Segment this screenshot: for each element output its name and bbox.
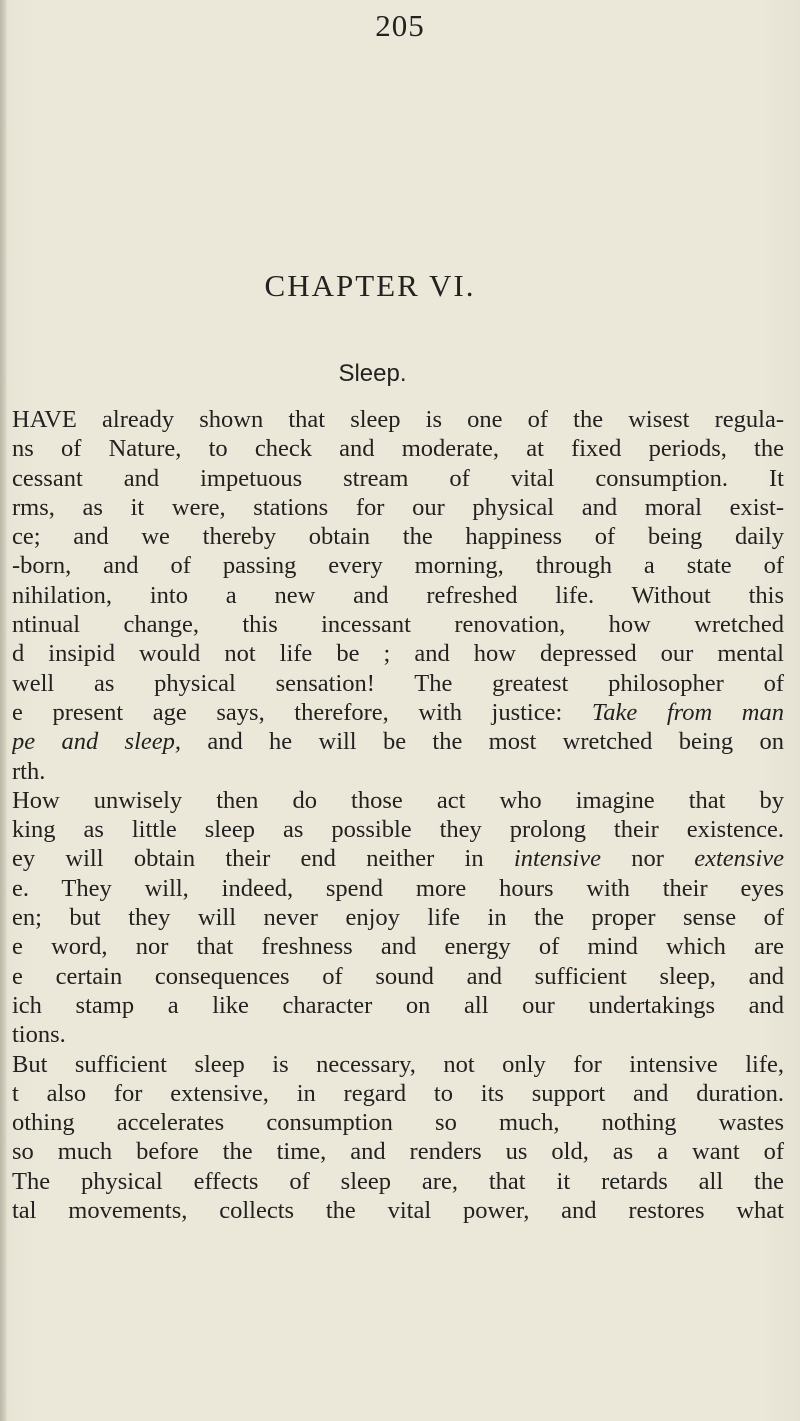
line-text: e. They will, indeed, spend more hours with their eyes	[12, 874, 784, 902]
text-line	[12, 757, 784, 786]
text-line	[12, 932, 784, 961]
line-text: ns of Nature, to check and moderate, at fixed periods, the	[12, 435, 784, 463]
line-text: The physical effects of sleep are, that it retards all the	[12, 1167, 784, 1195]
text-line	[12, 698, 784, 727]
line-text: rms, as it were, stations for our physical and moral exist-	[12, 493, 784, 521]
line-text: so much before the time, and renders us old, as a want of	[12, 1138, 784, 1166]
line-text: ey will obtain their end neither in	[12, 845, 484, 873]
line-text: -born, and of passing every morning, through a state of	[12, 552, 784, 580]
text-line	[12, 1108, 784, 1137]
text-line	[12, 522, 784, 551]
text-line	[12, 1050, 784, 1079]
text-line	[12, 1137, 784, 1166]
text-line	[12, 1079, 784, 1108]
text-line	[12, 493, 784, 522]
section-title: Sleep.	[338, 360, 407, 387]
text-line	[12, 786, 784, 815]
line-text: king as little sleep as possible they prolong their existence.	[12, 816, 784, 844]
text-line	[12, 815, 784, 844]
text-line	[12, 903, 784, 932]
line-text: e present age says, therefore, with justice:	[12, 698, 563, 726]
text-line	[12, 962, 784, 991]
text-line	[12, 669, 784, 698]
text-line	[12, 1196, 784, 1225]
line-text: e certain consequences of sound and sufficient sleep, and	[12, 962, 784, 990]
text-line	[12, 639, 784, 668]
line-text: tal movements, collects the vital power, and restores what	[12, 1197, 784, 1225]
text-line	[12, 610, 784, 639]
italic-text: intensive	[513, 845, 601, 873]
line-text: How unwisely then do those act who imagine that by	[12, 786, 784, 814]
text-line	[12, 551, 784, 580]
text-line	[12, 1020, 784, 1049]
line-text: cessant and impetuous stream of vital consumption. It	[12, 464, 784, 492]
italic-text: extensive	[694, 845, 784, 873]
italic-text: Take from man	[591, 698, 784, 726]
line-text: ich stamp a like character on all our undertakings and	[12, 991, 784, 1019]
text-line	[12, 991, 784, 1020]
line-text: HAVE already shown that sleep is one of the wisest regula-	[12, 406, 784, 433]
text-line	[12, 405, 784, 434]
line-text: d insipid would not life be ; and how depressed our mental	[12, 640, 784, 668]
chapter-title: CHAPTER VI.	[264, 268, 476, 303]
page-gutter	[0, 0, 6, 1421]
italic-text: pe and sleep,	[12, 728, 181, 756]
text-line	[12, 727, 784, 756]
line-text: nor	[631, 845, 664, 873]
line-text: ntinual change, this incessant renovation, how wretched	[12, 611, 784, 639]
line-text: tions.	[12, 1021, 66, 1049]
text-line	[12, 874, 784, 903]
body-text	[12, 405, 784, 1225]
text-line	[12, 434, 784, 463]
line-text: But sufficient sleep is necessary, not only for intensive life,	[12, 1050, 784, 1078]
line-text: well as physical sensation! The greatest philosopher of	[12, 669, 784, 697]
page-number: 205	[375, 8, 425, 43]
text-line	[12, 464, 784, 493]
line-text: rth.	[12, 757, 46, 785]
line-text: nihilation, into a new and refreshed life. Without this	[12, 581, 784, 609]
line-text: e word, nor that freshness and energy of mind which are	[12, 933, 784, 961]
line-text: t also for extensive, in regard to its support and duration.	[12, 1079, 784, 1107]
line-text: ce; and we thereby obtain the happiness of being daily	[12, 523, 784, 551]
line-text: othing accelerates consumption so much, nothing wastes	[12, 1109, 784, 1137]
text-line	[12, 1167, 784, 1196]
text-line	[12, 844, 784, 873]
line-text: en; but they will never enjoy life in the proper sense of	[12, 904, 784, 932]
text-line	[12, 581, 784, 610]
line-text: and he will be the most wretched being on	[207, 728, 784, 756]
